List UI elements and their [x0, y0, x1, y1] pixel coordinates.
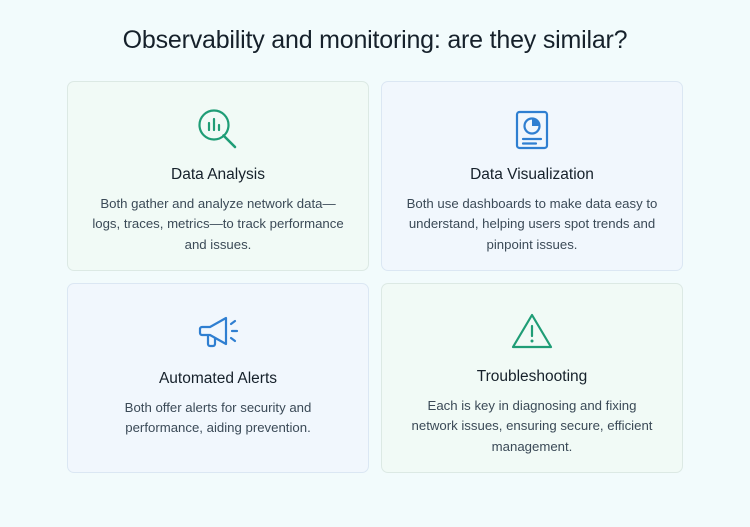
megaphone-icon: [192, 306, 244, 360]
magnifier-bar-chart-icon: [192, 104, 244, 156]
card-body: Each is key in diagnosing and fixing network issues, ensuring secure, efficient management.: [411, 398, 653, 454]
card-title: Troubleshooting: [476, 368, 588, 385]
card-body: Both use dashboards to make data easy to understand, helping users spot trends and pinpoint issues.: [406, 196, 658, 252]
document-pie-chart-icon: [506, 104, 558, 156]
card-body: Both offer alerts for security and performance, aiding prevention.: [124, 400, 312, 436]
card-data-analysis: [67, 81, 369, 271]
page-title: Observability and monitoring: are they similar?: [122, 26, 628, 54]
card-title: Data Visualization: [470, 166, 594, 183]
card-title: Data Analysis: [171, 166, 265, 183]
card-grid: [67, 81, 683, 473]
card-body: Both gather and analyze network data—logs, traces, metrics—to track performance and issues.: [92, 196, 344, 252]
warning-triangle-icon: [506, 306, 558, 358]
card-data-visualization: [381, 81, 683, 271]
card-automated-alerts: [67, 283, 369, 473]
card-troubleshooting: [381, 283, 683, 473]
card-title: Automated Alerts: [158, 370, 278, 387]
